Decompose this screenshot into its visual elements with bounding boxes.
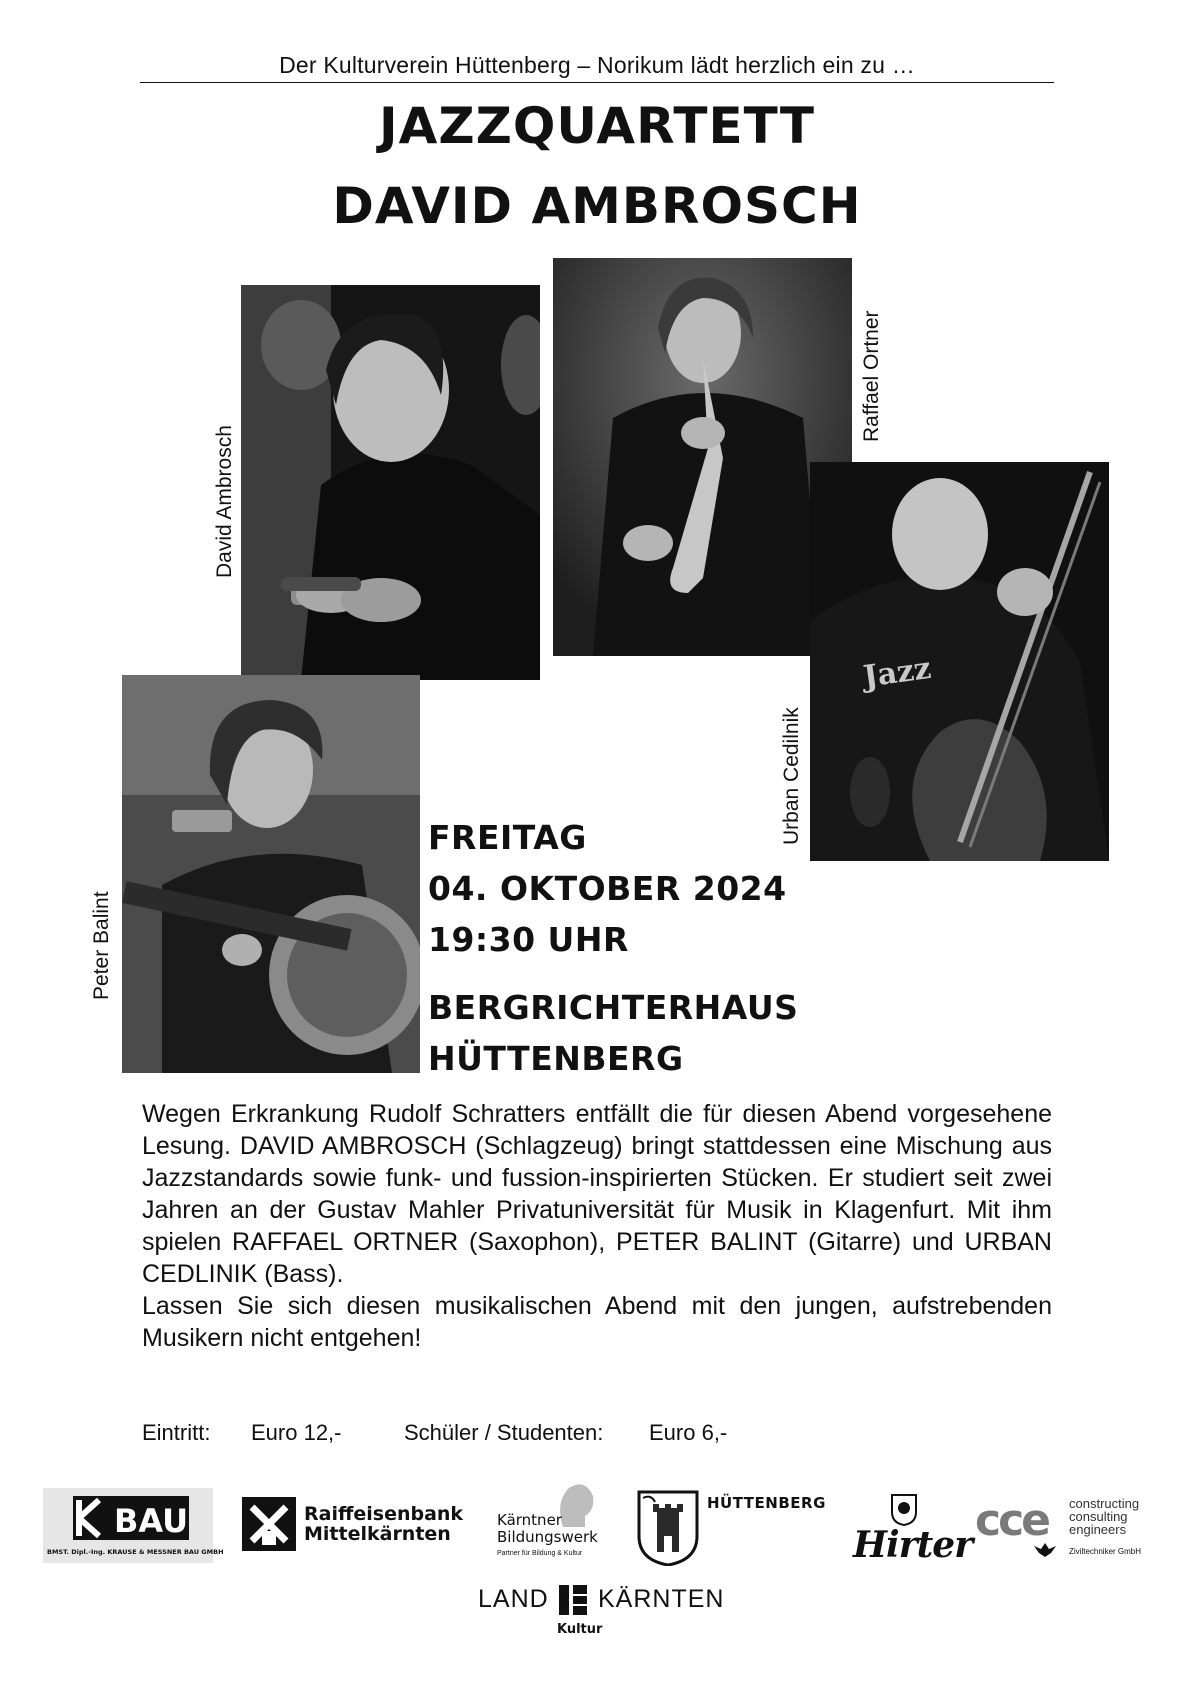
- sponsor-cce: [975, 1495, 1165, 1565]
- bildungswerk-line-1: Kärntner: [497, 1511, 562, 1529]
- event-time: 19:30 UHR: [428, 920, 629, 959]
- event-day: FREITAG: [428, 818, 587, 857]
- land-kaernten-right: KÄRNTEN: [598, 1585, 725, 1613]
- event-description: [142, 1098, 1052, 1354]
- svg-text:BAU: BAU: [114, 1502, 189, 1540]
- bildungswerk-line-2: Bildungswerk: [497, 1528, 598, 1546]
- title-line-2: DAVID AMBROSCH: [332, 177, 862, 235]
- cce-logo-mark: cce: [975, 1495, 1049, 1546]
- sponsor-kbau: [43, 1488, 224, 1563]
- label-urban-cedilnik: Urban Cedilnik: [780, 707, 803, 845]
- photo-peter-balint: [122, 675, 420, 1073]
- land-kaernten-logo-icon: [559, 1585, 587, 1615]
- svg-text:Jazz: Jazz: [861, 650, 934, 695]
- raiffeisen-gable-icon: [242, 1497, 296, 1551]
- drummer-photo-illustration: [241, 285, 540, 680]
- cce-caption: Ziviltechniker GmbH: [1069, 1547, 1142, 1556]
- saxophonist-photo-illustration: [553, 258, 852, 656]
- sponsor-hirter: [853, 1492, 973, 1572]
- bildungswerk-tagline: Partner für Bildung & Kultur: [497, 1550, 583, 1557]
- sponsor-bildungswerk: [497, 1482, 617, 1567]
- bassist-photo-illustration: [810, 462, 1109, 861]
- photo-david-ambrosch: [241, 285, 540, 680]
- description-paragraph-2: Lassen Sie sich diesen musikalischen Abend mit den jungen, aufstrebenden Musikern nicht entgehen!: [142, 1292, 1052, 1352]
- land-kaernten-left: LAND: [478, 1585, 549, 1613]
- student-price: Euro 6,-: [649, 1420, 728, 1445]
- huettenberg-name: HÜTTENBERG: [707, 1494, 826, 1512]
- cce-line-1: constructing: [1069, 1496, 1140, 1511]
- cce-eagle-icon: [1033, 1541, 1057, 1559]
- sponsor-huettenberg: [637, 1490, 837, 1570]
- title-line-1: JAZZQUARTETT: [379, 97, 815, 155]
- huettenberg-coat-of-arms-icon: [637, 1490, 699, 1566]
- land-kaernten-kultur: Kultur: [557, 1622, 603, 1637]
- event-date: 04. OKTOBER 2024: [428, 869, 787, 908]
- label-david-ambrosch: David Ambrosch: [213, 425, 236, 578]
- cce-line-2: consulting: [1069, 1509, 1128, 1524]
- event-venue-line-1: BERGRICHTERHAUS: [428, 988, 799, 1027]
- hirter-name: Hirter: [853, 1524, 973, 1566]
- hirter-crest-icon: [889, 1492, 919, 1526]
- header-divider: [140, 82, 1054, 83]
- label-peter-balint: Peter Balint: [90, 891, 113, 1000]
- label-raffael-ortner: Raffael Ortner: [860, 310, 883, 442]
- entry-label: Eintritt:: [142, 1420, 211, 1445]
- raiffeisen-name: Raiffeisenbank: [304, 1503, 464, 1525]
- student-label: Schüler / Studenten:: [404, 1420, 604, 1445]
- photo-urban-cedilnik: [810, 462, 1109, 861]
- raiffeisen-region: Mittelkärnten: [304, 1523, 451, 1545]
- guitarist-photo-illustration: [122, 675, 420, 1073]
- sponsor-raiffeisen: [242, 1497, 463, 1551]
- photo-raffael-ortner: [553, 258, 852, 656]
- kbau-caption: BMST. Dipl.-Ing. KRAUSE & MESSNER BAU GMBH: [47, 1548, 224, 1556]
- entry-price: Euro 12,-: [251, 1420, 342, 1445]
- event-venue-line-2: HÜTTENBERG: [428, 1039, 684, 1078]
- invitation-line: Der Kulturverein Hüttenberg – Norikum lädt herzlich ein zu …: [279, 52, 915, 78]
- description-paragraph-1: Wegen Erkrankung Rudolf Schratters entfällt die für diesen Abend vorgesehene Lesung. DAVID AMBROSCH (Schlagzeug) bringt stattdessen eine Mischung aus Jazzstandards sowie funk- und fussion-inspirierten Stücken. Er studiert seit zwei Jahren an der Gustav Mahler Privatuniversität für Musik in Klagenfurt. Mit ihm spielen RAFFAEL ORTNER (Saxophon), PETER BALINT (Gitarre) und URBAN CEDLINIK (Bass).: [142, 1100, 1052, 1288]
- cce-line-3: engineers: [1069, 1522, 1127, 1537]
